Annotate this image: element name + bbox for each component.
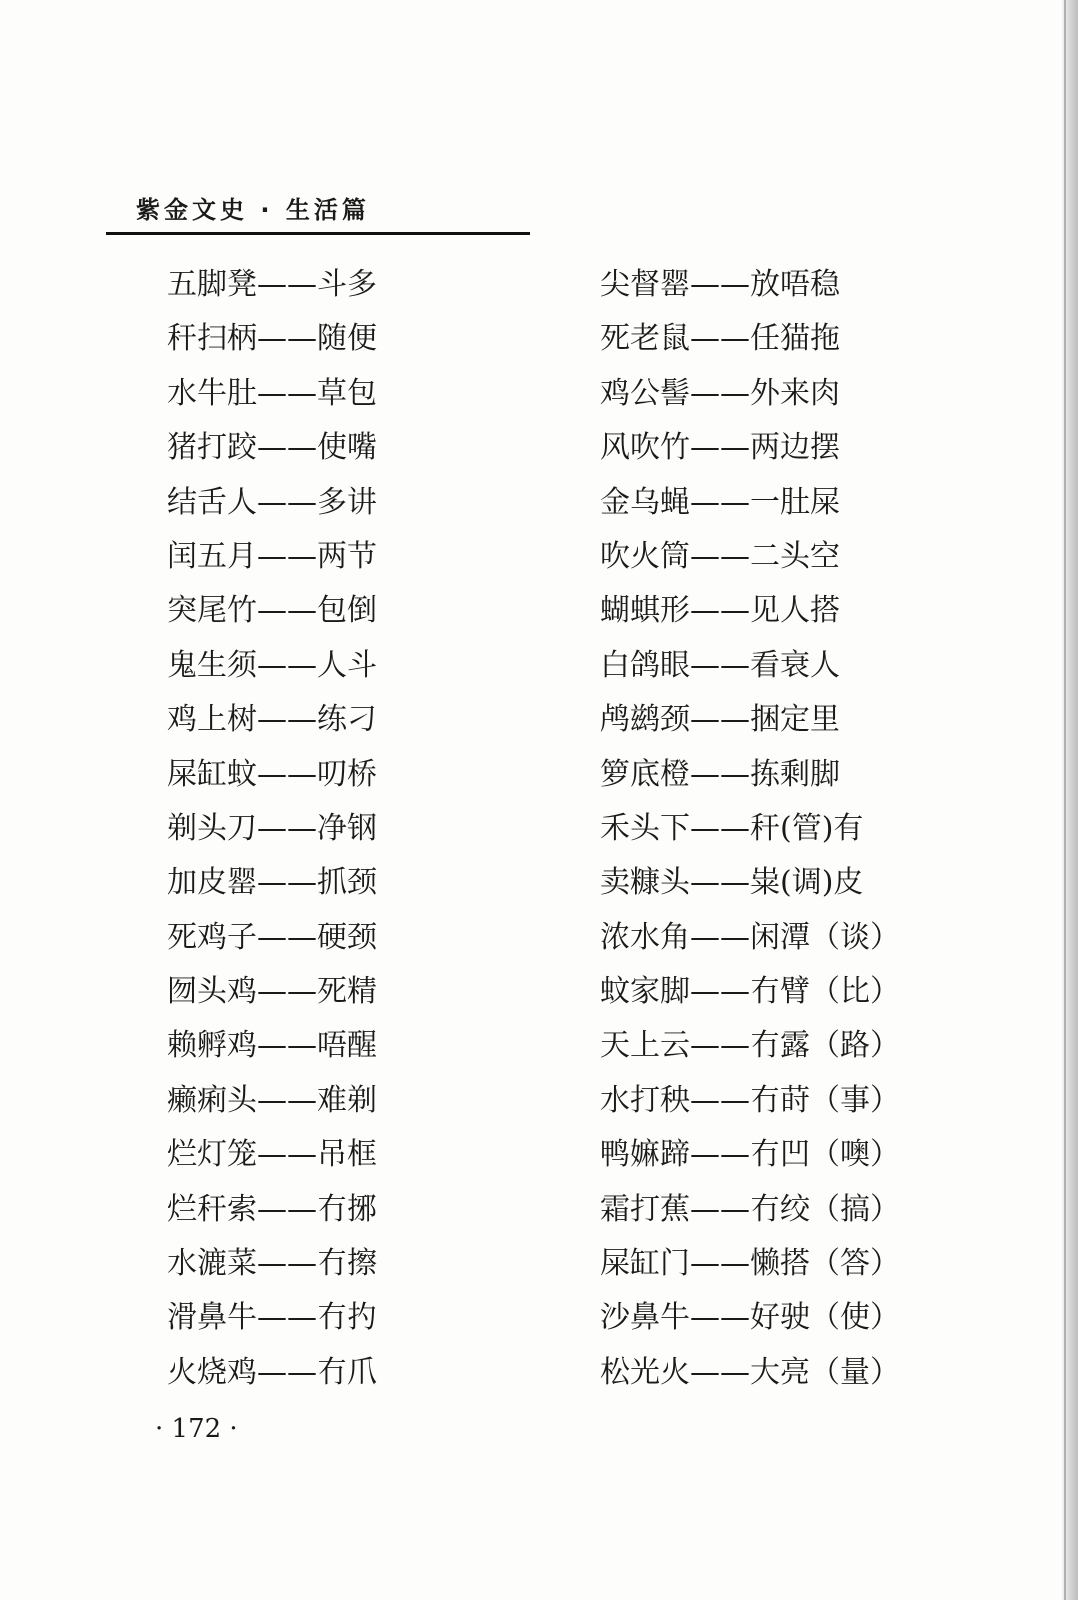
proverb-line: 天上云——冇露（路）	[600, 1028, 900, 1064]
proverb-line: 金乌蝇——一肚屎	[600, 484, 840, 520]
proverb-line: 鸡上树——练刁	[167, 702, 377, 738]
proverb-line: 白鸽眼——看衰人	[600, 647, 840, 683]
proverb-line: 鸡公髻——外来肉	[600, 375, 840, 411]
header-rule	[106, 232, 530, 235]
proverb-line: 尖督罂——放唔稳	[600, 267, 840, 302]
running-head: 紫金文史 · 生活篇	[136, 196, 370, 224]
proverb-line: 松光火——大亮（量）	[600, 1354, 900, 1390]
proverb-line: 五脚凳——斗多	[167, 267, 377, 302]
proverb-line: 死鸡子——硬颈	[167, 919, 377, 955]
proverb-line: 箩底橙——拣剩脚	[600, 756, 840, 792]
proverb-line: 鬼生须——人斗	[167, 647, 377, 683]
proverb-line: 水漉菜——冇擦	[167, 1246, 377, 1282]
proverb-line: 囫头鸡——死精	[167, 974, 377, 1010]
proverb-line: 风吹竹——两边摆	[600, 430, 840, 466]
proverb-line: 蝴蜞形——见人搭	[600, 593, 840, 629]
proverb-line: 霜打蕉——冇绞（搞）	[600, 1191, 900, 1227]
proverb-line: 禾头下——秆(管)有	[600, 810, 864, 846]
proverb-line: 秆扫柄——随便	[167, 321, 377, 357]
proverb-line: 烂灯笼——吊框	[167, 1137, 377, 1173]
right-column	[600, 258, 900, 1400]
proverb-line: 卖糠头——粜(调)皮	[600, 865, 864, 901]
proverb-line: 猪打跤——使嘴	[167, 430, 377, 466]
proverb-line: 火烧鸡——冇爪	[167, 1354, 377, 1390]
proverb-line: 屎缸门——懒搭（答）	[600, 1246, 900, 1282]
proverb-line: 癞痢头——难剃	[167, 1082, 377, 1118]
proverb-line: 滑鼻牛——冇扚	[167, 1300, 377, 1336]
proverb-line: 鸭嫲蹄——冇凹（噢）	[600, 1137, 900, 1173]
proverb-line: 沙鼻牛——好驶（使）	[600, 1300, 900, 1336]
proverb-line: 加皮罂——抓颈	[167, 865, 377, 901]
proverb-line: 鸬鹚颈——捆定里	[600, 702, 840, 738]
proverb-line: 闰五月——两节	[167, 538, 377, 574]
proverb-line: 死老鼠——任猫拖	[600, 321, 840, 357]
proverb-line: 突尾竹——包倒	[167, 593, 377, 629]
left-column	[167, 258, 377, 1400]
proverb-line: 蚊家脚——冇臂（比）	[600, 974, 900, 1010]
scan-edge	[1062, 0, 1078, 1600]
proverb-line: 结舌人——多讲	[167, 484, 377, 520]
page-number: · 172 ·	[155, 1414, 238, 1444]
proverb-line: 水牛肚——草包	[167, 375, 377, 411]
proverb-line: 浓水角——闲潭（谈）	[600, 919, 900, 955]
proverb-line: 烂秆索——冇捓	[167, 1191, 377, 1227]
proverb-line: 吹火筒——二头空	[600, 538, 840, 574]
proverb-line: 水打秧——冇莳（事）	[600, 1082, 900, 1118]
proverb-line: 赖孵鸡——唔醒	[167, 1028, 377, 1064]
proverb-line: 剃头刀——净钢	[167, 810, 377, 846]
proverb-line: 屎缸蚊——叨桥	[167, 756, 377, 792]
